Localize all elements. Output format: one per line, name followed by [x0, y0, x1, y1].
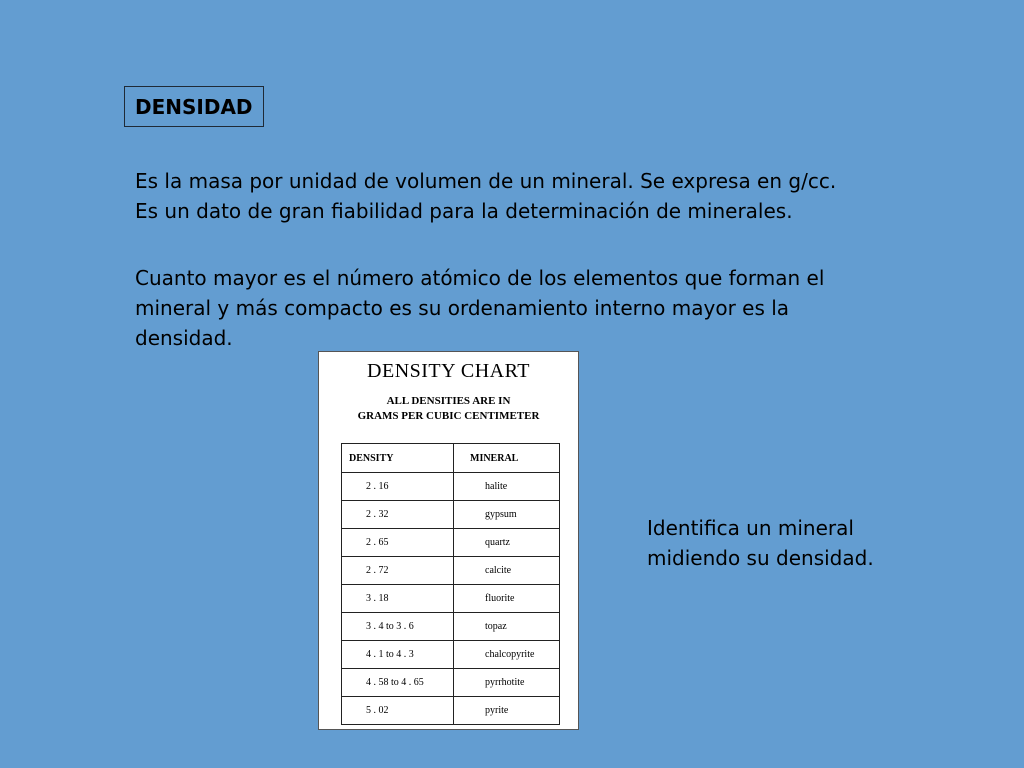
- explanation-line-1: Cuanto mayor es el número atómico de los elementos que forman el: [135, 266, 825, 290]
- mineral-name: fluorite: [454, 585, 560, 613]
- table-row: [342, 529, 560, 557]
- definition-paragraph: [135, 166, 836, 226]
- mineral-name: pyrite: [454, 697, 560, 725]
- density-value: 4 . 58 to 4 . 65: [342, 669, 454, 697]
- explanation-paragraph: [135, 263, 824, 353]
- definition-line-1: Es la masa por unidad de volumen de un mineral. Se expresa en g/cc.: [135, 169, 837, 193]
- definition-line-2: Es un dato de gran fiabilidad para la determinación de minerales.: [135, 199, 793, 223]
- density-table-body: [342, 473, 560, 725]
- mineral-name: calcite: [454, 557, 560, 585]
- density-value: 4 . 1 to 4 . 3: [342, 641, 454, 669]
- mineral-name: halite: [454, 473, 560, 501]
- explanation-line-2: mineral y más compacto es su ordenamiento interno mayor es la: [135, 296, 790, 320]
- density-chart-subtitle-line-2: GRAMS PER CUBIC CENTIMETER: [357, 410, 540, 422]
- mineral-column-header: MINERAL: [454, 444, 560, 473]
- density-value: 2 . 65: [342, 529, 454, 557]
- side-note-line-1: Identifica un mineral: [647, 516, 854, 540]
- explanation-line-3: densidad.: [135, 326, 233, 350]
- density-chart-image: [318, 351, 579, 730]
- table-row: [342, 557, 560, 585]
- density-chart-title: DENSITY CHART: [367, 360, 530, 382]
- mineral-name: gypsum: [454, 501, 560, 529]
- density-value: 3 . 4 to 3 . 6: [342, 613, 454, 641]
- density-table-header-row: [342, 444, 560, 473]
- density-value: 3 . 18: [342, 585, 454, 613]
- table-row: [342, 501, 560, 529]
- density-table: [341, 443, 560, 725]
- density-column-header: DENSITY: [342, 444, 454, 473]
- mineral-name: quartz: [454, 529, 560, 557]
- table-row: [342, 641, 560, 669]
- table-row: [342, 697, 560, 725]
- side-note: [647, 513, 874, 573]
- density-chart-subtitle: [319, 394, 578, 424]
- table-row: [342, 613, 560, 641]
- mineral-name: chalcopyrite: [454, 641, 560, 669]
- table-row: [342, 669, 560, 697]
- table-row: [342, 473, 560, 501]
- density-value: 2 . 16: [342, 473, 454, 501]
- density-value: 5 . 02: [342, 697, 454, 725]
- mineral-name: topaz: [454, 613, 560, 641]
- density-chart-subtitle-line-1: ALL DENSITIES ARE IN: [386, 395, 511, 407]
- mineral-name: pyrrhotite: [454, 669, 560, 697]
- side-note-line-2: midiendo su densidad.: [647, 546, 874, 570]
- density-value: 2 . 72: [342, 557, 454, 585]
- table-row: [342, 585, 560, 613]
- slide-title: DENSIDAD: [124, 86, 264, 127]
- density-value: 2 . 32: [342, 501, 454, 529]
